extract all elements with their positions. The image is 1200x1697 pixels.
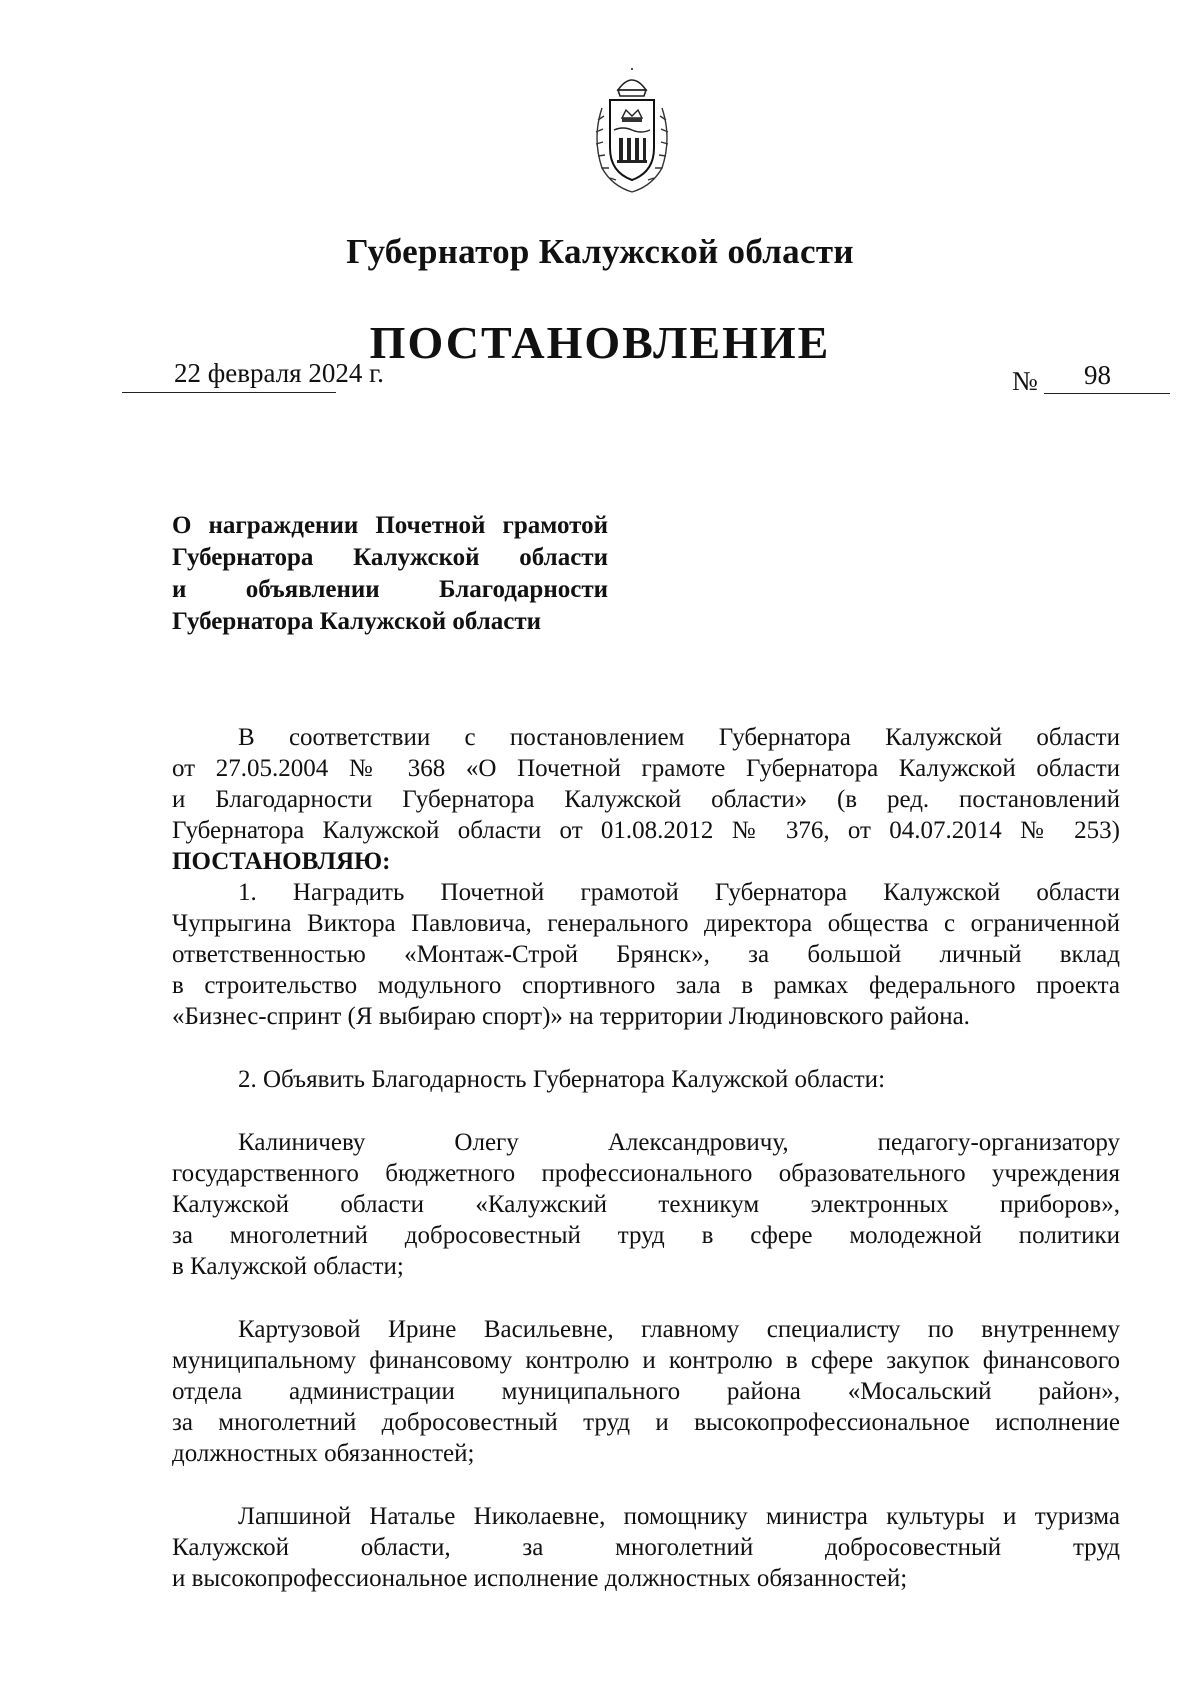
preamble-paragraph [172, 722, 1120, 877]
text-line: в Калужской области; [172, 1253, 404, 1280]
document-date: 22 февраля 2024 г. [174, 358, 384, 388]
date-underline [122, 392, 336, 393]
issuing-authority: Губернатор Калужской области [346, 232, 854, 271]
text-line: отдела администрации муниципального района «Мосальский район», [172, 1378, 1120, 1405]
text-line: «Бизнес-спринт (Я выбираю спорт)» на территории Людиновского района. [172, 1003, 970, 1030]
text-line: и высокопрофессиональное исполнение должностных обязанностей; [172, 1565, 908, 1592]
number-label: № [1012, 366, 1038, 396]
document-body [172, 722, 1120, 1594]
text-line: Картузовой Ирине Васильевне, главному специалисту по внутреннему [238, 1316, 1120, 1343]
text-line: за многолетний добросовестный труд и высокопрофессиональное исполнение [172, 1409, 1120, 1436]
subject-line: О награждении Почетной грамотой [172, 512, 608, 539]
subject-line: Губернатора Калужской области [172, 544, 608, 571]
kaluga-coat-of-arms-emblem [588, 68, 676, 198]
subject-line: Губернатора Калужской области [172, 608, 542, 635]
text-line: государственного бюджетного профессионального образовательного учреждения [172, 1160, 1120, 1187]
document-type-title: ПОСТАНОВЛЕНИЕ [369, 317, 831, 368]
subject-line: и объявлении Благодарности [172, 576, 608, 603]
text-line: в строительство модульного спортивного зала в рамках федерального проекта [172, 972, 1120, 999]
text-line: Калужской области «Калужский техникум электронных приборов», [172, 1191, 1120, 1218]
text-line: за многолетний добросовестный труд в сфере молодежной политики [172, 1222, 1120, 1249]
text-line: должностных обязанностей; [172, 1440, 475, 1467]
document-number: 98 [1084, 360, 1111, 390]
text-line: муниципальному финансовому контролю и контролю в сфере закупок финансового [172, 1347, 1120, 1374]
text-line: Лапшиной Наталье Николаевне, помощнику министра культуры и туризма [238, 1503, 1120, 1530]
award-paragraph-kartuzova [172, 1314, 1120, 1469]
text-line: Губернатора Калужской области от 01.08.2012 № 376, от 04.07.2014 № 253) [172, 817, 1120, 844]
text-line: и Благодарности Губернатора Калужской области» (в ред. постановлений [172, 786, 1120, 813]
award-paragraph-kalinichev [172, 1127, 1120, 1282]
text-line: В соответствии с постановлением Губернатора Калужской области [238, 724, 1120, 751]
item-1-paragraph [172, 877, 1120, 1032]
text-line: Калужской области, за многолетний добросовестный труд [172, 1534, 1120, 1561]
document-subject [172, 510, 608, 638]
text-line: Калиничеву Олегу Александровичу, педагогу-организатору [238, 1129, 1120, 1156]
award-paragraph-lapshina [172, 1501, 1120, 1594]
decree-word: ПОСТАНОВЛЯЮ: [172, 848, 391, 875]
number-underline [1044, 393, 1170, 394]
text-line: Чупрыгина Виктора Павловича, генерального директора общества с ограниченной [172, 910, 1120, 937]
text-line: от 27.05.2004 № 368 «О Почетной грамоте Губернатора Калужской области [172, 755, 1120, 782]
text-line: 1. Наградить Почетной грамотой Губернатора Калужской области [238, 879, 1120, 906]
text-line: ответственностью «Монтаж-Строй Брянск», за большой личный вклад [172, 941, 1120, 968]
item-2-heading: 2. Объявить Благодарность Губернатора Калужской области: [238, 1066, 886, 1093]
